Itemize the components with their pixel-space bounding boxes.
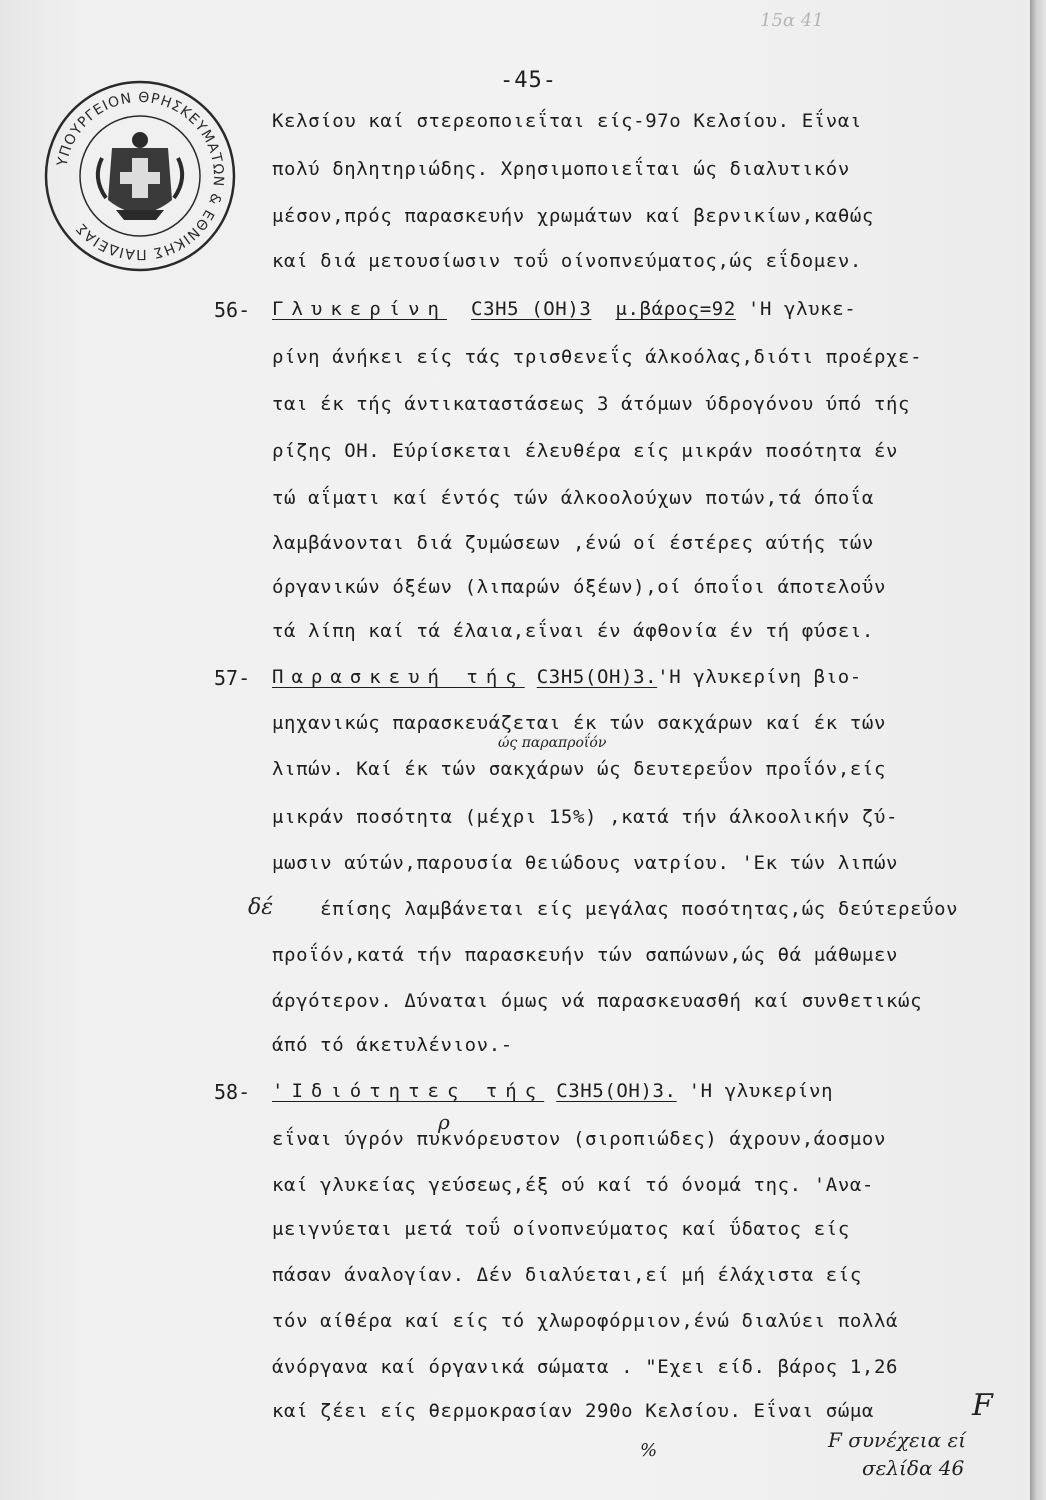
section-number: 58- xyxy=(214,1080,251,1104)
heading-continuation: 'Η γλυκερίνη βιο- xyxy=(657,666,862,688)
intro-line: καί διά μετουσίωσιν τοΰ οίνοπνεύματος,ώς εΐδομεν. xyxy=(272,250,862,272)
intro-line: Κελσίου καί στερεοποιεΐται είς-97ο Κελσίου. Εΐναι xyxy=(272,110,862,132)
section-heading-line xyxy=(272,666,862,688)
coat-of-arms-icon xyxy=(98,132,182,220)
body-line: έπίσης λαμβάνεται είς μεγάλας ποσότητας,ώς δεύτερεΰον xyxy=(272,898,959,920)
pencil-mark: 15α 41 xyxy=(760,10,824,31)
body-line: άργότερον. Δύναται όμως νά παρασκευασθή καί συνθετικώς xyxy=(272,990,923,1012)
section-heading: 'Ιδιότητες τής xyxy=(272,1080,545,1102)
body-line: εΐναι ύγρόν πυκνόρευστον (σιροπιώδες) άχρουν,άοσμον xyxy=(272,1128,886,1150)
body-line: άνόργανα καί όργανικά σώματα . "Εχει είδ. βάρος 1,26 xyxy=(272,1356,899,1378)
seal-text: ΥΠΟΥΡΓΕΙΟΝ ΘΡΗΣΚΕΥΜΑΤΩΝ & ΕΘΝΙΚΗΣ ΠΑΙΔΕΙΑΣ xyxy=(54,89,227,263)
section-formula: C3H5(OH)3. xyxy=(556,1080,677,1102)
footer-percent: % xyxy=(640,1440,658,1461)
body-line: μειγνύεται μετά τοΰ οίνοπνεύματος καί ΰδατος είς xyxy=(272,1218,850,1240)
footer-note: F συνέχεια εί xyxy=(828,1428,967,1452)
body-line: πάσαν άναλογίαν. Δέν διαλύεται,εί μή έλάχιστα είς xyxy=(272,1264,862,1286)
section-number: 56- xyxy=(214,298,251,322)
body-line: μικράν ποσότητα (μέχρι 15%) ,κατά τήν άλκοολικήν ζύ- xyxy=(272,806,899,828)
heading-continuation: 'Η γλυκερίνη xyxy=(688,1080,834,1102)
body-line: ρίζης ΟΗ. Εύρίσκεται έλευθέρα είς μικράν ποσότητα έν xyxy=(272,440,899,462)
body-line: τώ αΐματι καί έντός τών άλκοολούχων ποτών,τά όποΐα xyxy=(272,487,874,509)
section-formula: C3H5 (OH)3 xyxy=(471,298,592,320)
body-line: ται έκ τής άντικαταστάσεως 3 άτόμων ύδρογόνου ύπό τής xyxy=(272,393,911,415)
ministry-seal-stamp xyxy=(42,78,238,274)
body-line: καί ζέει είς θερμοκρασίαν 290ο Κελσίου. Εΐναι σώμα xyxy=(272,1400,874,1422)
body-line: μωσιν αύτών,παρουσία θειώδους νατρίου. 'Εκ τών λιπών xyxy=(272,852,899,874)
body-line: τόν αίθέρα καί είς τό χλωροφόρμιον,ένώ διαλύει πολλά xyxy=(272,1310,899,1332)
body-line: προΐόν,κατά τήν παρασκευήν τών σαπώνων,ώς θά μάθωμεν xyxy=(272,944,899,966)
corner-mark-F: F xyxy=(972,1388,993,1423)
body-line: λαμβάνονται διά ζυμώσεων ,ένώ οί έστέρες αύτής τών xyxy=(272,532,874,554)
section-number: 57- xyxy=(214,666,251,690)
section-heading: Παρασκευή τής xyxy=(272,666,525,688)
body-line: ρίνη άνήκει είς τάς τρισθενεΐς άλκοόλας,διότι προέρχε- xyxy=(272,346,923,368)
page-number: -45- xyxy=(500,68,557,93)
molecular-weight: μ.βάρος=92 xyxy=(615,298,736,320)
footer-note: σελίδα 46 xyxy=(862,1456,965,1480)
body-line: λιπών. Καί έκ τών σακχάρων ώς δευτερεΰον προΐόν,είς xyxy=(272,758,886,780)
section-formula: C3H5(OH)3. xyxy=(536,666,658,688)
body-line: καί γλυκείας γεύσεως,έξ ού καί τό όνομά της. 'Ανα- xyxy=(272,1174,874,1196)
handwritten-rho: ρ xyxy=(438,1110,450,1134)
intro-line: πολύ δηλητηριώδης. Χρησιμοποιεΐται ώς διαλυτικόν xyxy=(272,158,850,180)
margin-handwritten-de: δέ xyxy=(248,895,274,920)
page-edge xyxy=(1030,0,1046,1500)
heading-continuation: 'Η γλυκε- xyxy=(735,298,857,320)
section-heading-line xyxy=(272,298,856,320)
body-line: τά λίπη καί τά έλαια,εΐναι έν άφθονία έν τή φύσει. xyxy=(272,620,874,642)
section-heading-line xyxy=(272,1080,833,1102)
section-heading: Γλυκερίνη xyxy=(272,298,447,320)
intro-line: μέσον,πρός παρασκευήν χρωμάτων καί βερνικίων,καθώς xyxy=(272,205,874,227)
handwritten-insert: ώς παραπροΐόν xyxy=(498,735,607,751)
body-line: μηχανικώς παρασκευάζεται έκ τών σακχάρων καί έκ τών xyxy=(272,712,886,734)
body-line: άπό τό άκετυλένιον.- xyxy=(272,1034,513,1056)
body-line: όργανικών όξέων (λιπαρών όξέων),οί όποΐοι άποτελοΰν xyxy=(272,576,886,598)
